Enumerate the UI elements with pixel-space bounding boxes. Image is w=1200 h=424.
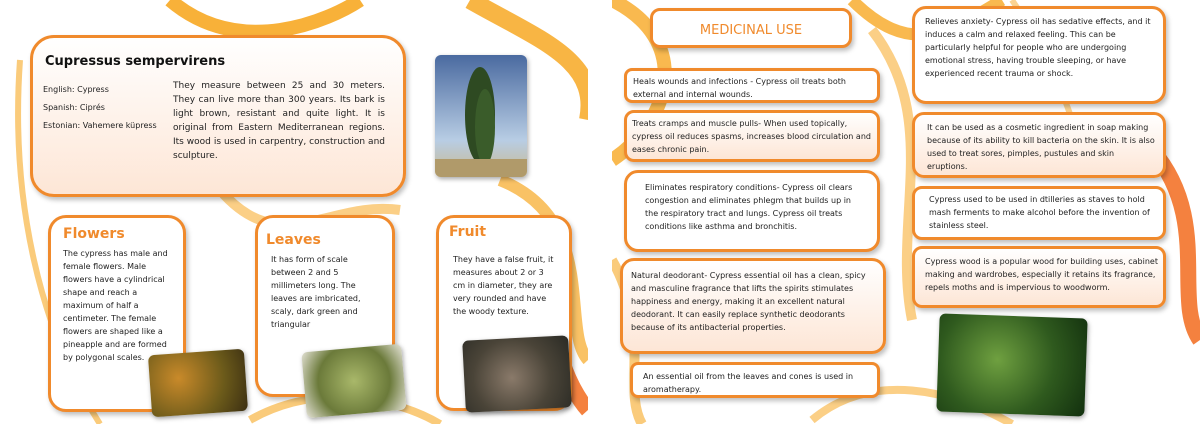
estonian-name: Estonian: Vahemere küpress	[43, 121, 157, 130]
use-cosmetic-text: It can be used as a cosmetic ingredient in soap making because of its ability to kill bacteria on the skin. It is also used to treat sores, pimples, pustules and skin eruptions.	[927, 123, 1155, 171]
species-description: They measure between 25 and 30 meters. They can live more than 300 years. Its bark is light brown, resistant and quite light. It is original from Eastern Mediterranean regions. Its wood is used in carpentry, construction and sculpture.	[173, 81, 385, 161]
use-distilleries	[912, 186, 1166, 240]
use-relieves-anxiety-text: Relieves anxiety- Cypress oil has sedative effects, and it induces a calm and relaxed feeling. This can be particularly helpful for people who are undergoing emotional stress, having trouble sleeping, or have experienced recent trauma or shock.	[925, 17, 1151, 78]
use-relieves-anxiety	[912, 6, 1166, 104]
fruit-heading: Fruit	[449, 224, 487, 240]
use-wood-building	[912, 246, 1166, 308]
left-page	[0, 0, 588, 424]
use-natural-deodorant	[620, 258, 886, 354]
use-distilleries-text: Cypress used to be used in dtilleries as staves to hold mash ferments to make alcohol before the invention of stainless steel.	[929, 195, 1150, 230]
species-card	[30, 35, 406, 197]
use-respiratory-text: Eliminates respiratory conditions- Cypress oil clears congestion and eliminates phlegm that builds up in the respiratory tract and lungs. Cypress oil treats conditions like asthma and bronchitis.	[645, 183, 853, 231]
use-cosmetic	[912, 112, 1166, 178]
use-natural-deodorant-text: Natural deodorant- Cypress essential oil has a clean, spicy and masculine fragrance that lifts the spirits stimulates happiness and energy, making it an excellent natural deodorant. It can easily replace synthetic deodorants because of its antibacterial properties.	[631, 271, 866, 332]
flowers-heading: Flowers	[63, 226, 125, 242]
cypress-fruit-photo	[462, 335, 572, 412]
leaves-heading: Leaves	[266, 232, 321, 248]
page-gutter	[588, 0, 612, 424]
species-title: Cupressus sempervirens	[45, 54, 226, 69]
flowers-text: The cypress has male and female flowers. Male flowers have a cylindrical shape and reach a maximum of half a centimeter. The female flowers are shaped like a pineapple and are formed by polygonal scales.	[63, 249, 168, 362]
medicinal-use-heading: MEDICINAL USE	[699, 23, 803, 38]
cypress-tree-photo	[435, 55, 527, 177]
right-page	[612, 0, 1200, 424]
use-treats-cramps	[624, 110, 880, 162]
leaves-text: It has form of scale between 2 and 5 millimeters long. The leaves are imbricated, scaly, dark green and triangular	[271, 255, 361, 329]
use-heals-wounds	[624, 68, 880, 103]
use-aromatherapy	[630, 362, 880, 398]
use-aromatherapy-text: An essential oil from the leaves and cones is used in aromatherapy.	[643, 372, 854, 394]
cypress-leaves-photo	[301, 344, 406, 418]
use-wood-building-text: Cypress wood is a popular wood for building uses, cabinet making and wardrobes, especially it retains its fragrance, repels moths and is impervious to woodworm.	[925, 257, 1158, 292]
english-name: English: Cypress	[43, 85, 109, 94]
use-respiratory	[624, 170, 880, 252]
medicinal-use-header	[650, 8, 852, 48]
cypress-flowers-photo	[148, 349, 248, 418]
use-treats-cramps-text: Treats cramps and muscle pulls- When used topically, cypress oil reduces spasms, increases blood circulation and eases chronic pain.	[632, 119, 871, 154]
cypress-foliage-photo	[936, 313, 1087, 416]
fruit-text: They have a false fruit, it measures about 2 or 3 cm in diameter, they are very rounded and have the woody texture.	[453, 255, 554, 316]
spanish-name: Spanish: Ciprés	[43, 103, 105, 112]
use-heals-wounds-text: Heals wounds and infections - Cypress oil treats both external and internal wounds.	[633, 77, 846, 99]
